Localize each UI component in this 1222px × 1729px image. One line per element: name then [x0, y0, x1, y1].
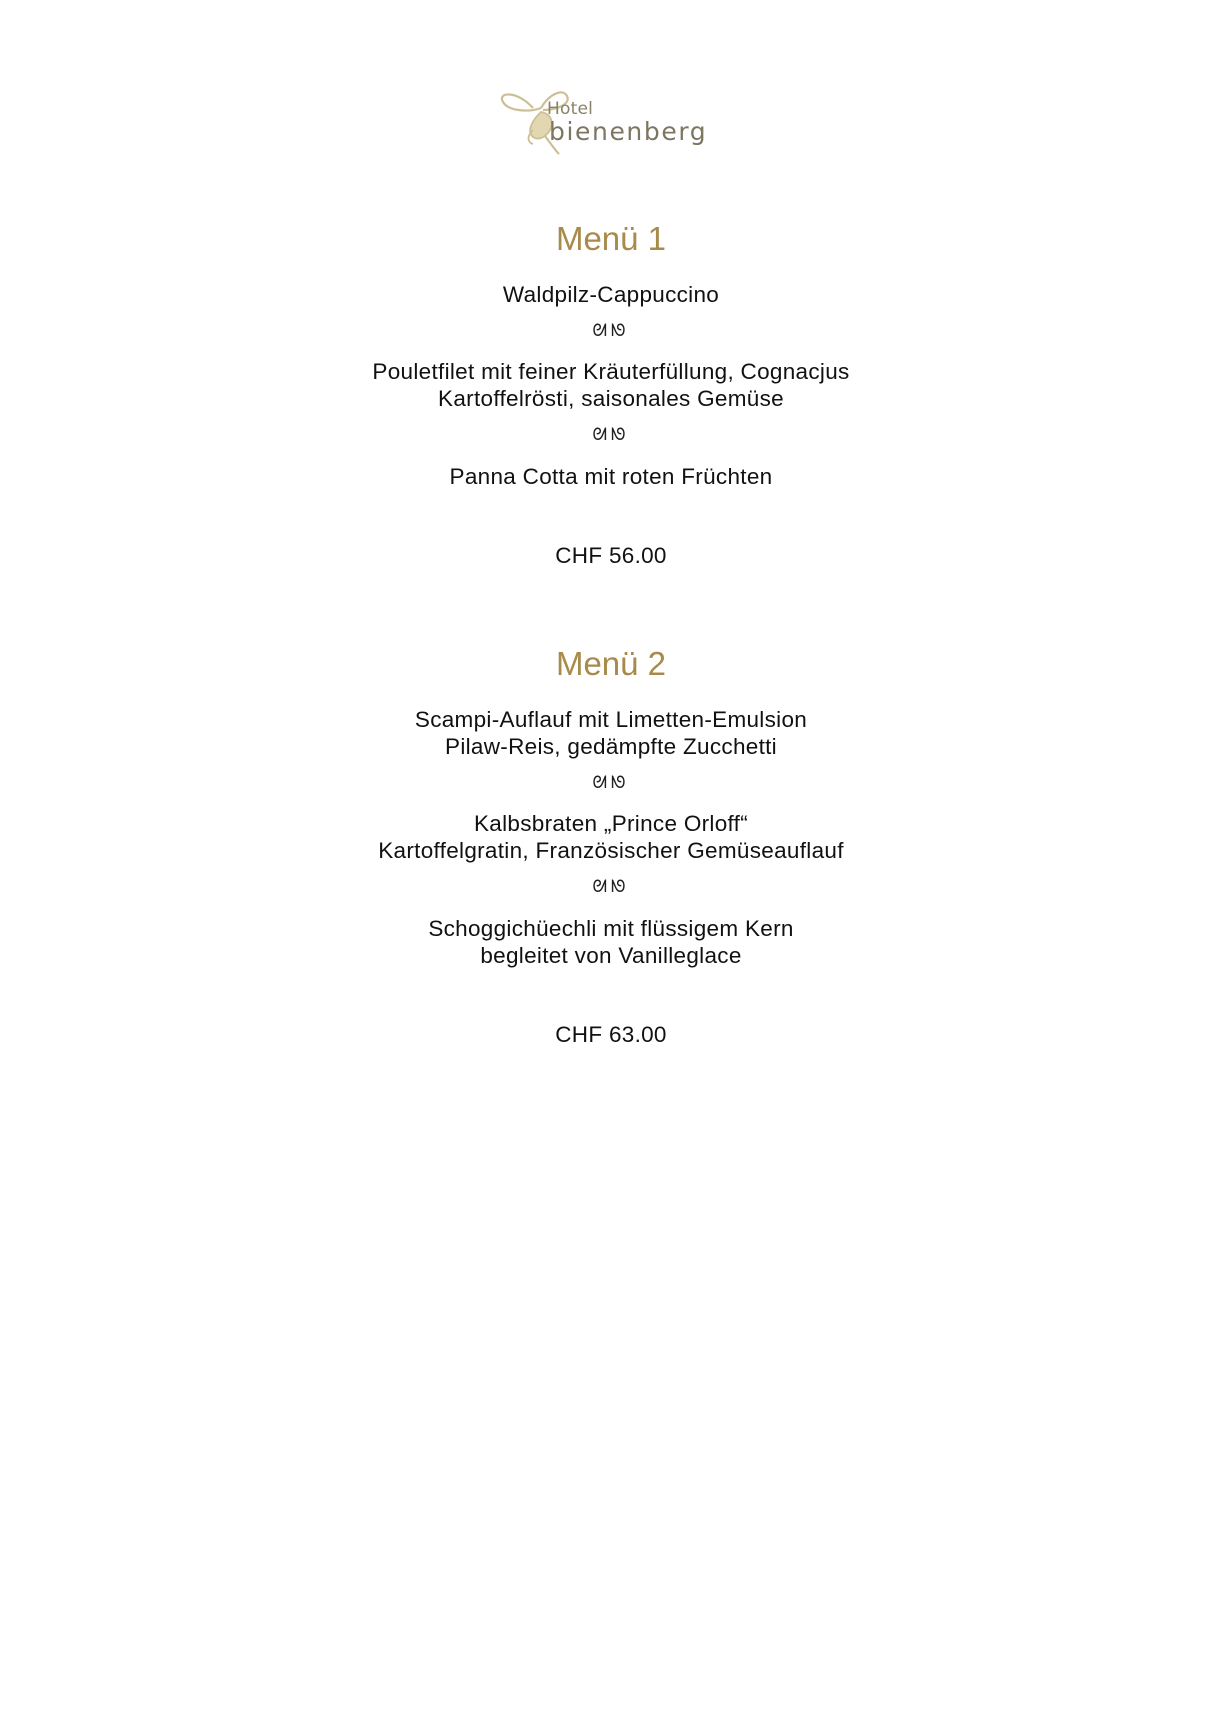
- menu-1-title: Menü 1: [555, 220, 667, 257]
- menu-2-course-1-line-2: Pilaw-Reis, gedämpfte Zucchetti: [445, 734, 777, 759]
- menu-1-price: CHF 56.00: [555, 543, 667, 568]
- logo-name-text: bienenberg: [549, 117, 708, 146]
- hotel-logo: [497, 86, 729, 160]
- menu-2-course-3-line-2: begleitet von Vanilleglace: [480, 943, 742, 968]
- menu-2-price: CHF 63.00: [555, 1022, 667, 1047]
- menu-1-course-1-line-1: Waldpilz-Cappuccino: [502, 282, 720, 307]
- menu-1-separator-1: ᘛᘚ: [592, 321, 630, 341]
- menu-1-course-2-line-2: Kartoffelrösti, saisonales Gemüse: [438, 386, 784, 411]
- menu-1-course-3-line-1: Panna Cotta mit roten Früchten: [449, 464, 773, 489]
- menu-2-course-3-line-1: Schoggichüechli mit flüssigem Kern: [428, 916, 794, 941]
- menu-2-separator-1: ᘛᘚ: [592, 773, 630, 793]
- menu-1-separator-2: ᘛᘚ: [592, 425, 630, 445]
- menu-2-title: Menü 2: [555, 645, 667, 682]
- menu-2-separator-2: ᘛᘚ: [592, 877, 630, 897]
- menu-2-course-2-line-2: Kartoffelgratin, Französischer Gemüseauflauf: [378, 838, 844, 863]
- menu-1-course-2-line-1: Pouletfilet mit feiner Kräuterfüllung, Cognacjus: [372, 359, 850, 384]
- logo-hotel-text: Hotel: [547, 99, 594, 119]
- menu-2-course-1-line-1: Scampi-Auflauf mit Limetten-Emulsion: [414, 707, 808, 732]
- menu-2-course-2-line-1: Kalbsbraten „Prince Orloff“: [473, 811, 749, 836]
